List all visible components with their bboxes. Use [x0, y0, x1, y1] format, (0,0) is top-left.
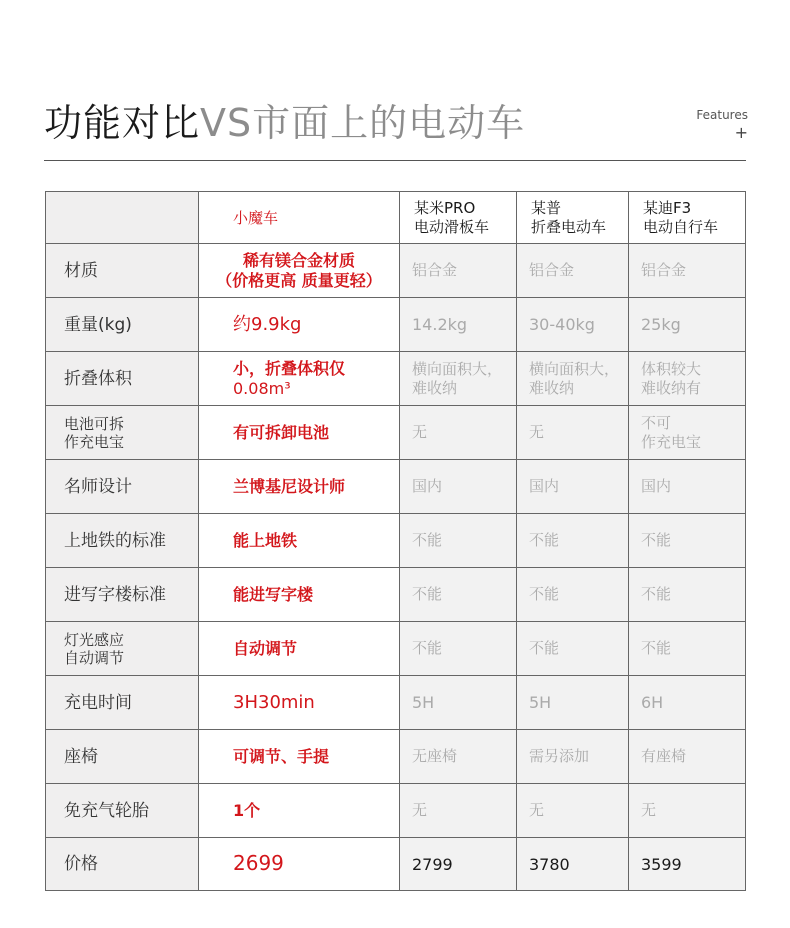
row-competitor-1: 不能: [400, 514, 517, 568]
table-row: [46, 244, 746, 298]
row-competitor-2: 不能: [517, 568, 629, 622]
row-competitor-3: 国内: [629, 460, 746, 514]
title-main: 功能对比: [44, 101, 201, 145]
page-title: [44, 92, 526, 145]
row-competitor-3: 不能: [629, 568, 746, 622]
row-competitor-2: 铝合金: [517, 244, 629, 298]
row-competitor-1: 横向面积大， 难收纳: [400, 352, 517, 406]
table-header-row: [46, 192, 746, 244]
row-competitor-3: 6H: [629, 676, 746, 730]
table-row: [46, 406, 746, 460]
row-competitor-2: 无: [517, 406, 629, 460]
row-competitor-2: 30-40kg: [517, 298, 629, 352]
title-divider: [44, 160, 746, 161]
row-label: 座椅: [46, 730, 199, 784]
header-blank-cell: [46, 192, 199, 244]
row-competitor-1: 国内: [400, 460, 517, 514]
row-label: 折叠体积: [46, 352, 199, 406]
header-competitor-2: 某普 折叠电动车: [517, 192, 629, 244]
row-label: 免充气轮胎: [46, 784, 199, 838]
row-ours-value: 能进写字楼: [199, 568, 400, 622]
row-competitor-3: 25kg: [629, 298, 746, 352]
row-ours-value: 可调节、手提: [199, 730, 400, 784]
table-row: [46, 460, 746, 514]
header-competitor-1: 某米PRO 电动滑板车: [400, 192, 517, 244]
row-label: 名师设计: [46, 460, 199, 514]
row-ours-value: 1个: [199, 784, 400, 838]
comparison-table: [45, 191, 746, 891]
table-row: [46, 622, 746, 676]
row-ours-value: 约9.9kg: [199, 298, 400, 352]
features-label: Features: [696, 108, 748, 122]
row-competitor-2: 5H: [517, 676, 629, 730]
table-row: [46, 730, 746, 784]
row-competitor-2: 横向面积大， 难收纳: [517, 352, 629, 406]
table-row: [46, 514, 746, 568]
row-competitor-3: 体积较大 难收纳有: [629, 352, 746, 406]
row-competitor-1: 2799: [400, 838, 517, 891]
row-label: 重量(kg): [46, 298, 199, 352]
table-row: [46, 298, 746, 352]
table-row: [46, 676, 746, 730]
row-competitor-2: 无: [517, 784, 629, 838]
row-label: 充电时间: [46, 676, 199, 730]
row-competitor-2: 3780: [517, 838, 629, 891]
row-ours-value: 能上地铁: [199, 514, 400, 568]
table-row: [46, 352, 746, 406]
row-competitor-3: 铝合金: [629, 244, 746, 298]
row-ours-value: 小，折叠体积仅 0.08m³: [199, 352, 400, 406]
row-competitor-1: 14.2kg: [400, 298, 517, 352]
row-label: 进写字楼标准: [46, 568, 199, 622]
row-ours-value: 有可拆卸电池: [199, 406, 400, 460]
table-row: [46, 784, 746, 838]
row-label: 价格: [46, 838, 199, 891]
row-ours-value: 兰博基尼设计师: [199, 460, 400, 514]
plus-icon: +: [734, 123, 748, 142]
header-ours: 小魔车: [199, 192, 400, 244]
table-row: [46, 838, 746, 891]
table-row: [46, 568, 746, 622]
row-competitor-1: 铝合金: [400, 244, 517, 298]
row-competitor-2: 国内: [517, 460, 629, 514]
row-ours-value: 稀有镁合金材质 （价格更高 质量更轻）: [199, 244, 400, 298]
row-competitor-1: 5H: [400, 676, 517, 730]
row-competitor-3: 不能: [629, 514, 746, 568]
row-competitor-2: 不能: [517, 622, 629, 676]
row-competitor-1: 不能: [400, 568, 517, 622]
row-competitor-1: 不能: [400, 622, 517, 676]
row-competitor-1: 无座椅: [400, 730, 517, 784]
row-label: 材质: [46, 244, 199, 298]
row-label: 电池可拆 作充电宝: [46, 406, 199, 460]
row-ours-value: 3H30min: [199, 676, 400, 730]
row-ours-value: 自动调节: [199, 622, 400, 676]
row-ours-value: 2699: [199, 838, 400, 891]
row-competitor-3: 无: [629, 784, 746, 838]
row-competitor-3: 不能: [629, 622, 746, 676]
row-competitor-3: 不可 作充电宝: [629, 406, 746, 460]
features-tag: [696, 106, 748, 142]
row-competitor-3: 有座椅: [629, 730, 746, 784]
title-sub: VS市面上的电动车: [200, 101, 526, 145]
row-competitor-2: 不能: [517, 514, 629, 568]
row-competitor-3: 3599: [629, 838, 746, 891]
row-label: 灯光感应 自动调节: [46, 622, 199, 676]
header-competitor-3: 某迪F3 电动自行车: [629, 192, 746, 244]
row-competitor-2: 需另添加: [517, 730, 629, 784]
row-label: 上地铁的标准: [46, 514, 199, 568]
row-competitor-1: 无: [400, 406, 517, 460]
row-competitor-1: 无: [400, 784, 517, 838]
